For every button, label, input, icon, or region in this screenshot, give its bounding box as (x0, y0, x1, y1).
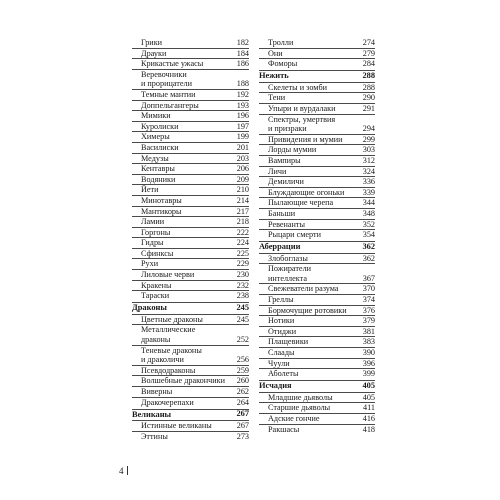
toc-entry (259, 368, 375, 379)
toc-entry-page: 354 (362, 230, 375, 240)
toc-entry-title: Демиличи (268, 177, 304, 187)
toc-entry-title: Баньши (268, 208, 296, 218)
toc-entry-page: 259 (236, 365, 249, 375)
toc-entry (259, 326, 375, 337)
toc-entry-page: 362 (362, 253, 375, 263)
toc-entry-page: 399 (362, 369, 375, 379)
toc-entry-title: Младшие дьяволы (268, 392, 333, 402)
toc-entry (259, 197, 375, 208)
toc-entry-title: Фоморы (268, 59, 298, 69)
toc-entry-title: Василиски (141, 142, 179, 152)
toc-entry-title: Гидры (141, 238, 164, 248)
toc-entry-title: Старшие дьяволы (268, 403, 331, 413)
toc-entry-title: Исчадия (259, 381, 292, 391)
toc-entry-title: Мимики (141, 111, 171, 121)
toc-entry-page: 225 (236, 248, 249, 258)
toc-entry-title: Злобоглазы (268, 253, 308, 263)
toc-entry-title: Веревочники и прорицатели (141, 69, 192, 89)
toc-entry-page: 352 (362, 219, 375, 229)
toc-entry (259, 187, 375, 198)
toc-entry-title: Ревенанты (268, 219, 306, 229)
toc-entry (259, 347, 375, 358)
toc-entry-page: 188 (236, 79, 249, 89)
toc-entry-page: 416 (362, 414, 375, 423)
toc-entry-title: Адские гончие (268, 414, 320, 423)
toc-entry-page: 267 (236, 421, 249, 431)
toc-section-heading (259, 70, 375, 82)
toc-entry (132, 58, 249, 69)
toc-entry-title: Отиджи (268, 326, 297, 336)
toc-entry-title: Бормочущие ротовики (268, 305, 347, 315)
toc-entry-page: 405 (362, 380, 375, 390)
toc-entry (132, 397, 249, 408)
toc-entry-title: Нежить (259, 71, 289, 81)
toc-entry (259, 92, 375, 103)
toc-entry (259, 392, 375, 403)
toc-entry (259, 176, 375, 187)
toc-entry (259, 283, 375, 294)
toc-entry-title: Плащевики (268, 337, 309, 347)
toc-entry (259, 58, 375, 69)
toc-entry-title: Лиловые черви (141, 270, 195, 280)
toc-entry (132, 420, 249, 431)
toc-entry-title: Химеры (141, 132, 170, 142)
toc-entry-title: Сфинксы (141, 248, 174, 258)
toc-entry-page: 182 (236, 38, 249, 47)
toc-entry-page: 379 (362, 316, 375, 326)
toc-entry (132, 258, 249, 269)
toc-entry-title: Пожиратели интеллекта (268, 264, 312, 283)
toc-entry-page: 294 (362, 124, 375, 134)
toc-entry (132, 69, 249, 89)
toc-entry (132, 89, 249, 100)
toc-entry-title: Рухи (141, 259, 159, 269)
toc-entry-page: 218 (236, 217, 249, 227)
toc-entry-title: Чуули (268, 358, 290, 368)
toc-entry (132, 131, 249, 142)
toc-entry (132, 324, 249, 344)
toc-entry (132, 280, 249, 291)
toc-entry-page: 260 (236, 376, 249, 386)
toc-entry (259, 413, 375, 424)
toc-entry-page: 264 (236, 397, 249, 407)
toc-entry-page: 344 (362, 198, 375, 208)
toc-entry (259, 208, 375, 219)
toc-entry-title: Аберрации (259, 242, 301, 252)
toc-entry-page: 217 (236, 206, 249, 216)
toc-entry-title: Дракочерепахи (141, 397, 194, 407)
toc-right-column (259, 38, 375, 434)
toc-entry-title: Медузы (141, 153, 169, 163)
toc-entry (259, 253, 375, 264)
toc-entry-page: 418 (362, 424, 375, 434)
toc-entry-page: 362 (362, 241, 375, 251)
toc-entry-page: 196 (236, 111, 249, 121)
toc-entry-page: 197 (236, 121, 249, 131)
toc-entry-page: 324 (362, 166, 375, 176)
toc-entry-title: Вампиры (268, 155, 301, 165)
toc-entry-page: 290 (362, 93, 375, 103)
toc-entry (132, 365, 249, 376)
toc-entry (259, 166, 375, 177)
toc-entry (259, 294, 375, 305)
toc-entry-title: Рыцари смерти (268, 230, 321, 240)
toc-entry (132, 216, 249, 227)
toc-entry (259, 38, 375, 48)
toc-entry-page: 210 (236, 185, 249, 195)
toc-entry-title: Темные мантии (141, 89, 196, 99)
toc-entry-page: 203 (236, 153, 249, 163)
toc-entry-title: Слаады (268, 348, 295, 358)
toc-entry-title: Личи (268, 166, 287, 176)
toc-left-column (132, 38, 249, 441)
toc-entry-title: Эттины (141, 431, 168, 441)
toc-entry-page: 291 (362, 103, 375, 113)
toc-entry (132, 153, 249, 164)
toc-entry-title: Пылающие черепа (268, 198, 334, 208)
toc-entry-page: 230 (236, 270, 249, 280)
toc-entry-title: Грики (141, 38, 163, 47)
toc-entry-title: Истинные великаны (141, 421, 212, 431)
toc-entry (132, 237, 249, 248)
toc-entry-page: 256 (236, 355, 249, 365)
toc-entry (259, 144, 375, 155)
toc-entry (259, 402, 375, 413)
toc-entry-page: 383 (362, 337, 375, 347)
toc-entry (132, 431, 249, 442)
toc-entry-title: Ламии (141, 217, 165, 227)
toc-entry (132, 227, 249, 238)
toc-entry-title: Кракены (141, 280, 172, 290)
toc-entry (259, 315, 375, 326)
toc-entry-page: 262 (236, 387, 249, 396)
toc-entry (132, 142, 249, 153)
toc-entry-page: 303 (362, 145, 375, 155)
toc-entry (259, 114, 375, 134)
toc-entry-title: Цветные драконы (141, 314, 203, 324)
toc-entry-page: 312 (362, 155, 375, 165)
toc-entry (132, 386, 249, 397)
toc-entry-page: 374 (362, 295, 375, 305)
toc-section-heading (132, 302, 249, 314)
toc-entry-title: Теневые драконы и драколичи (141, 345, 202, 365)
toc-entry-page: 238 (236, 291, 249, 301)
toc-entry-title: Великаны (132, 409, 172, 419)
toc-entry (132, 48, 249, 59)
toc-entry (132, 290, 249, 301)
toc-entry (132, 121, 249, 132)
toc-entry-title: Горгоны (141, 227, 171, 237)
toc-entry-title: Водяники (141, 174, 176, 184)
toc-section-heading (259, 241, 375, 253)
toc-entry (132, 314, 249, 325)
toc-entry (132, 100, 249, 111)
toc-entry-page: 193 (236, 100, 249, 110)
toc-entry-page: 381 (362, 326, 375, 336)
toc-entry-title: Нотики (268, 316, 295, 326)
toc-entry-page: 284 (362, 59, 375, 69)
toc-entry-title: Греллы (268, 295, 294, 305)
toc-entry-page: 232 (236, 280, 249, 290)
toc-entry-title: Скелеты и зомби (268, 82, 327, 92)
toc-entry-page: 184 (236, 48, 249, 58)
toc-entry-page: 224 (236, 238, 249, 248)
toc-entry-title: Металлические драконы (141, 325, 196, 345)
toc-entry (259, 134, 375, 145)
toc-entry (132, 184, 249, 195)
toc-entry (259, 82, 375, 93)
toc-entry-page: 222 (236, 227, 249, 237)
toc-entry-page: 245 (236, 302, 249, 312)
toc-entry (259, 424, 375, 435)
toc-entry (259, 336, 375, 347)
toc-entry-title: Псевдодраконы (141, 365, 196, 375)
page-number: 4 (119, 466, 124, 476)
toc-entry-page: 396 (362, 358, 375, 368)
toc-entry-title: Тролли (268, 38, 294, 47)
toc-entry-title: Доппельгангеры (141, 100, 199, 110)
toc-entry (132, 269, 249, 280)
toc-entry-page: 405 (362, 392, 375, 402)
toc-entry-page: 376 (362, 305, 375, 315)
toc-entry-page: 390 (362, 348, 375, 358)
toc-entry-title: Блуждающие огоньки (268, 187, 345, 197)
toc-entry-page: 245 (236, 314, 249, 324)
toc-entry (259, 103, 375, 114)
toc-entry (132, 174, 249, 185)
toc-entry-title: Тени (268, 93, 286, 103)
folio-rule (127, 466, 128, 475)
toc-entry-page: 370 (362, 284, 375, 294)
toc-entry (132, 248, 249, 259)
toc-entry-title: Крикастые ужасы (141, 59, 204, 69)
toc-entry-title: Спектры, умертвия и призраки (268, 114, 336, 134)
toc-section-heading (259, 380, 375, 392)
toc-entry-page: 192 (236, 89, 249, 99)
toc-entry-page: 273 (236, 431, 249, 441)
toc-entry (132, 38, 249, 48)
toc-entry (132, 375, 249, 386)
toc-entry (259, 48, 375, 59)
toc-entry-page: 348 (362, 208, 375, 218)
toc-entry-title: Упыри и вурдалаки (268, 103, 336, 113)
toc-entry (259, 219, 375, 230)
toc-entry (132, 206, 249, 217)
toc-entry-page: 336 (362, 177, 375, 187)
toc-entry-page: 411 (363, 403, 375, 413)
toc-entry-page: 229 (236, 259, 249, 269)
toc-entry-title: Тараски (141, 291, 170, 301)
toc-entry-title: Волшебные дракончики (141, 376, 225, 386)
toc-entry-page: 206 (236, 164, 249, 174)
toc-entry-title: Лорды мумии (268, 145, 317, 155)
toc-entry-title: Куролиски (141, 121, 179, 131)
toc-entry-title: Минотавры (141, 195, 182, 205)
toc-entry-title: Виверны (141, 387, 173, 396)
toc-entry-page: 267 (236, 409, 249, 419)
toc-entry-page: 199 (236, 132, 249, 142)
toc-entry (132, 110, 249, 121)
toc-entry (259, 229, 375, 240)
toc-entry-page: 209 (236, 174, 249, 184)
toc-entry-page: 274 (362, 38, 375, 47)
toc-entry-page: 214 (236, 195, 249, 205)
toc-entry (259, 263, 375, 283)
toc-entry-title: Они (268, 48, 283, 58)
toc-entry-title: Драконы (132, 303, 167, 313)
toc-entry-page: 201 (236, 142, 249, 152)
toc-entry (132, 195, 249, 206)
toc-entry-page: 186 (236, 59, 249, 69)
toc-entry-page: 252 (236, 335, 249, 345)
toc-entry-page: 299 (362, 134, 375, 144)
toc-entry-page: 288 (362, 82, 375, 92)
toc-section-heading (132, 409, 249, 421)
toc-entry (259, 358, 375, 369)
toc-entry-title: Йети (141, 185, 159, 195)
toc-entry (259, 305, 375, 316)
toc-entry (132, 163, 249, 174)
toc-entry (132, 345, 249, 365)
toc-entry-title: Мантикоры (141, 206, 182, 216)
toc-entry-title: Аболеты (268, 369, 299, 379)
toc-entry-title: Ракшасы (268, 424, 300, 434)
toc-entry-page: 288 (362, 70, 375, 80)
toc-entry (259, 155, 375, 166)
toc-entry-page: 367 (362, 273, 375, 283)
toc-entry-title: Драуки (141, 48, 167, 58)
toc-entry-page: 339 (362, 187, 375, 197)
toc-entry-page: 279 (362, 48, 375, 58)
toc-entry-title: Привидения и мумии (268, 134, 343, 144)
toc-entry-title: Кентавры (141, 164, 175, 174)
toc-entry-title: Свежеватели разума (268, 284, 339, 294)
